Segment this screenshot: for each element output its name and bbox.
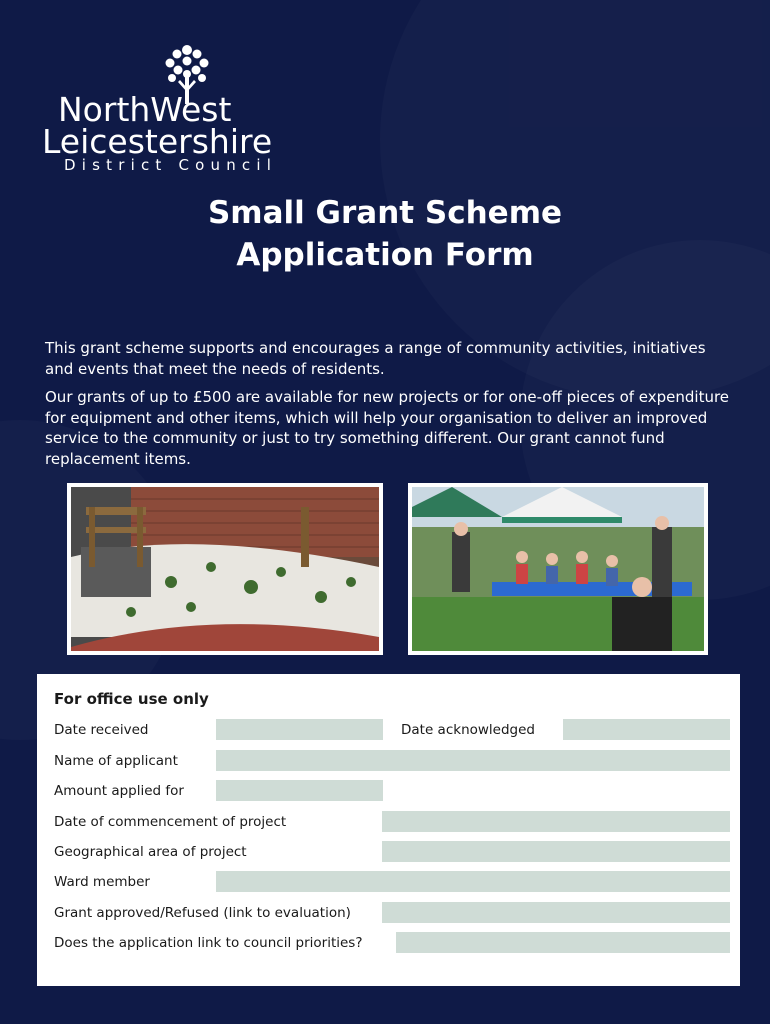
logo-text-district-council: District Council — [64, 156, 278, 174]
community-event-photo — [408, 483, 708, 655]
date-acknowledged-field[interactable] — [563, 719, 730, 740]
logo-text-northwest: NorthWest — [58, 90, 232, 129]
office-use-form — [37, 674, 740, 986]
geographical-area-field[interactable] — [382, 841, 730, 862]
label-date-received: Date received — [54, 722, 149, 738]
name-of-applicant-field[interactable] — [216, 750, 730, 771]
label-grant-approved: Grant approved/Refused (link to evaluation) — [54, 905, 351, 921]
page-title — [0, 192, 770, 276]
label-geographical-area: Geographical area of project — [54, 844, 247, 860]
office-form-title: For office use only — [54, 690, 209, 708]
date-received-field[interactable] — [216, 719, 383, 740]
garden-image — [71, 487, 379, 651]
title-line-1: Small Grant Scheme — [207, 195, 563, 231]
ward-member-field[interactable] — [216, 871, 730, 892]
community-event-image — [412, 487, 704, 651]
label-date-of-commencement: Date of commencement of project — [54, 814, 287, 830]
intro-paragraph-1: This grant scheme supports and encourages a range of community activities, initiatives and events that meet the needs of residents. — [45, 339, 706, 378]
garden-photo — [67, 483, 383, 655]
amount-applied-for-field[interactable] — [216, 780, 383, 801]
label-amount-applied-for: Amount applied for — [54, 783, 184, 799]
grant-approved-field[interactable] — [382, 902, 730, 923]
council-priorities-field[interactable] — [396, 932, 730, 953]
label-council-priorities: Does the application link to council priorities? — [54, 935, 363, 951]
label-name-of-applicant: Name of applicant — [54, 753, 178, 769]
title-line-2: Application Form — [236, 237, 534, 273]
logo-text-leicestershire: Leicestershire — [42, 122, 273, 161]
date-of-commencement-field[interactable] — [382, 811, 730, 832]
label-date-acknowledged: Date acknowledged — [401, 722, 535, 738]
intro-paragraph-2: Our grants of up to £500 are available for new projects or for one-off pieces of expenditure for equipment and other items, which will help your organisation to deliver an improved service to the community or just to try something different. Our grant cannot fund replacement items. — [45, 388, 730, 468]
intro-text — [45, 338, 735, 477]
council-logo — [40, 42, 300, 172]
label-ward-member: Ward member — [54, 874, 150, 890]
